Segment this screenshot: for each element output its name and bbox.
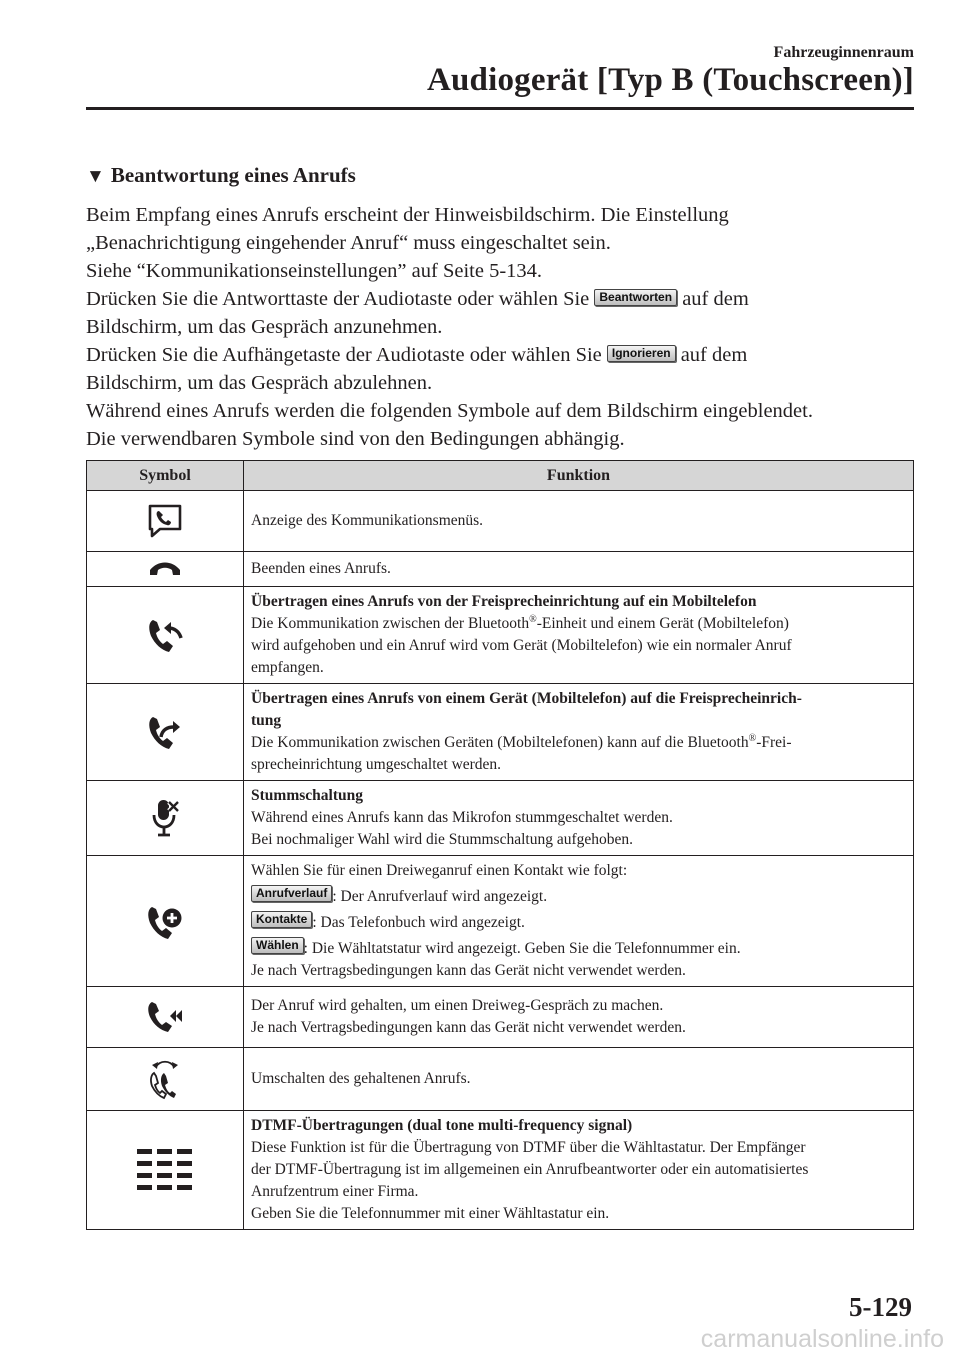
symbol-cell [87,1111,244,1230]
page-title: Audiogerät [Typ B (Touchscreen)] [426,62,914,98]
function-line: Geben Sie die Telefonnummer mit einer Wähltastatur ein. [251,1205,610,1222]
symbol-cell [87,856,244,987]
intro-line: Bildschirm, um das Gespräch abzulehnen. [86,372,433,394]
registered-mark: ® [529,614,537,625]
table-row [87,587,914,684]
table-row [87,684,914,781]
function-title: Stummschaltung [251,787,363,804]
intro-text-span: auf dem [682,288,749,310]
function-line: Der Anruf wird gehalten, um einen Dreiweg-Gespräch zu machen. [251,997,664,1014]
intro-line: Beim Empfang eines Anrufs erscheint der Hinweisbildschirm. Die Einstellung [86,204,729,226]
intro-line: Bildschirm, um das Gespräch anzunehmen. [86,316,443,338]
call-history-key: Anrufverlauf [251,885,332,902]
hang-up-icon [148,560,182,578]
page-number: 5-129 [849,1292,912,1322]
table-header-row [87,461,914,491]
function-text-span: : Das Telefonbuch wird angezeigt. [312,914,525,931]
function-line [251,911,905,934]
table-row [87,856,914,987]
table-row [87,552,914,587]
function-line: Je nach Vertragsbedingungen kann das Gerät nicht verwendet werden. [251,962,686,979]
intro-line: Während eines Anrufs werden die folgenden Symbole auf dem Bildschirm eingeblendet. [86,400,813,422]
function-cell: Anzeige des Kommunikationsmenüs. [244,491,914,552]
function-title: Übertragen eines Anrufs von einem Gerät (Mobiltelefon) auf die Freisprecheinrich- [251,690,802,707]
symbol-cell [87,491,244,552]
function-title: DTMF-Übertragungen (dual tone multi-frequency signal) [251,1117,633,1134]
table-row [87,781,914,856]
function-cell [244,987,914,1048]
intro-line [86,285,916,313]
function-cell [244,684,914,781]
symbol-cell [87,684,244,781]
table-row [87,1111,914,1230]
function-text-span: : Die Wähltatstatur wird angezeigt. Geben Sie die Telefonnummer ein. [303,940,741,957]
symbol-cell [87,1048,244,1111]
function-line: sprecheinrichtung umgeschaltet werden. [251,756,502,773]
function-line: wird aufgehoben und ein Anruf wird vom Gerät (Mobiltelefon) wie ein normaler Anruf [251,637,792,654]
intro-text-span: Drücken Sie die Aufhängetaste der Audiotaste oder wählen Sie [86,344,602,366]
function-text-span: -Einheit und einem Gerät (Mobiltelefon) [536,615,789,632]
section-label: Fahrzeuginnenraum [773,44,914,61]
header-rule [86,107,914,110]
table-row [87,1048,914,1111]
function-cell: Umschalten des gehaltenen Anrufs. [244,1048,914,1111]
symbol-cell [87,587,244,684]
function-line: Diese Funktion ist für die Übertragung von DTMF über die Wähltastatur. Der Empfänger [251,1139,806,1156]
function-title: tung [251,712,282,729]
intro-line: Die verwendbaren Symbole sind von den Bedingungen abhängig. [86,428,625,450]
answer-key: Beantworten [594,289,677,306]
watermark: carmanualsonline.info [700,1325,944,1353]
symbol-cell [87,552,244,587]
function-line [251,613,905,635]
subheading-text: Beantwortung eines Anrufs [110,163,356,187]
subheading [86,163,356,188]
symbol-cell [87,781,244,856]
registered-mark: ® [748,733,757,744]
function-text-span: -Frei- [756,734,792,751]
column-header-symbol: Symbol [87,461,244,491]
triangle-marker-icon: ▼ [86,166,105,187]
ignore-key: Ignorieren [607,345,676,362]
swap-call-icon [146,1057,184,1101]
function-cell [244,856,914,987]
function-line [251,937,905,960]
table-row [87,491,914,552]
function-line: Wählen Sie für einen Dreiweganruf einen Kontakt wie folgt: [251,862,628,879]
function-text-span: Die Kommunikation zwischen der Bluetooth [251,615,530,632]
function-line: empfangen. [251,659,324,676]
function-line: Anrufzentrum einer Firma. [251,1183,419,1200]
function-cell [244,781,914,856]
table-row [87,987,914,1048]
communication-menu-icon [146,504,184,538]
column-header-function: Funktion [244,461,914,491]
function-text-span: Die Kommunikation zwischen Geräten (Mobiltelefonen) kann auf die Bluetooth [251,734,749,751]
symbol-cell [87,987,244,1048]
function-title: Übertragen eines Anrufs von der Freisprecheinrichtung auf ein Mobiltelefon [251,593,757,610]
symbol-table [86,460,914,1230]
function-line [251,732,905,754]
function-text-span: : Der Anrufverlauf wird angezeigt. [332,888,548,905]
function-cell [244,587,914,684]
function-line: Während eines Anrufs kann das Mikrofon stummgeschaltet werden. [251,809,673,826]
transfer-to-phone-icon [147,616,183,654]
merge-call-icon [146,999,184,1035]
mute-microphone-icon [151,798,179,838]
intro-text-span: Drücken Sie die Antworttaste der Audiotaste oder wählen Sie [86,288,590,310]
add-call-icon [146,901,184,941]
dtmf-keypad-icon [137,1149,193,1191]
contacts-key: Kontakte [251,911,312,928]
transfer-to-handsfree-icon [147,713,183,751]
intro-text-span: auf dem [680,344,748,366]
intro-line: Siehe “Kommunikationseinstellungen” auf Seite 5-134. [86,260,543,282]
function-cell [244,1111,914,1230]
function-cell: Beenden eines Anrufs. [244,552,914,587]
function-line: der DTMF-Übertragung ist im allgemeinen ein Anrufbeantworter oder ein automatisiertes [251,1161,809,1178]
intro-line [86,341,916,369]
dial-key: Wählen [251,937,304,954]
function-line: Bei nochmaliger Wahl wird die Stummschaltung aufgehoben. [251,831,634,848]
function-line: Je nach Vertragsbedingungen kann das Gerät nicht verwendet werden. [251,1019,686,1036]
intro-text [86,201,916,453]
intro-line: „Benachrichtigung eingehender Anruf“ muss eingeschaltet sein. [86,232,611,254]
function-line [251,885,905,908]
